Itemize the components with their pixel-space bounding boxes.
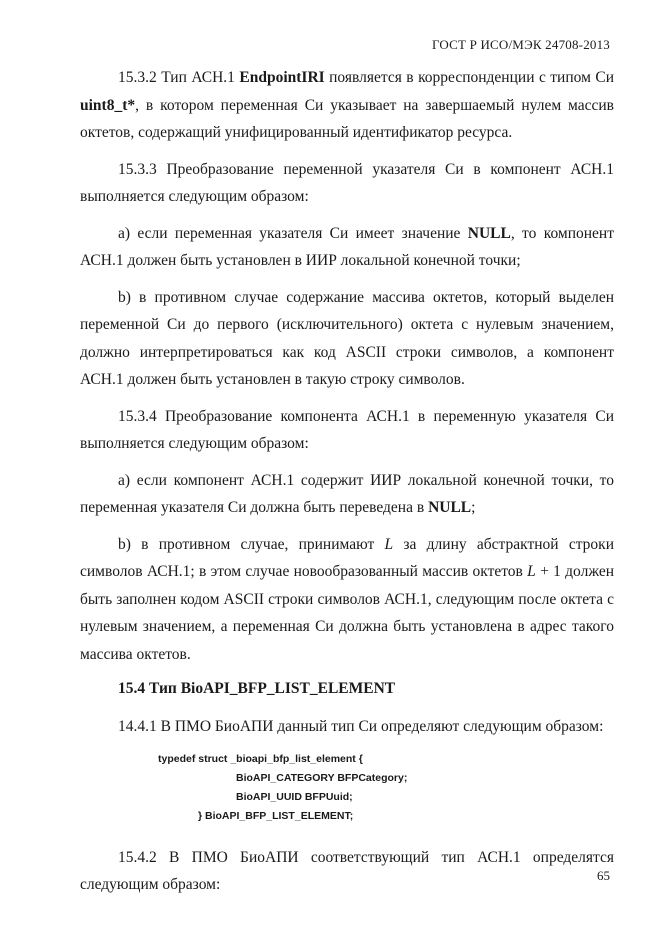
- bold-term: EndpointIRI: [239, 69, 325, 86]
- paragraph-15-3-4: 15.3.4 Преобразование компонента АСН.1 в переменную указателя Си выполняется следующим образом:: [80, 407, 614, 452]
- page-body: [80, 64, 614, 908]
- section-heading-15-4: 15.4 Тип BioAPI_BFP_LIST_ELEMENT: [118, 680, 396, 697]
- text-run: a) если компонент АСН.1 содержит ИИР локальной конечной точки, то переменная указателя Си должна быть переведена в: [80, 471, 614, 516]
- text-run: 15.3.2 Тип АСН.1: [118, 69, 240, 86]
- paragraph-15-4-2: 15.4.2 В ПМО БиоАПИ соответствующий тип АСН.1 определятся следующим образом:: [80, 848, 614, 893]
- paragraph-15-3-4-b: [80, 531, 614, 669]
- text-run: a) если переменная указателя Си имеет значение: [118, 224, 468, 242]
- paragraph-15-3-4-a: [80, 467, 614, 522]
- paragraph-15-3-2: [80, 64, 614, 147]
- code-line: BioAPI_CATEGORY BFPCategory;: [236, 771, 408, 784]
- code-line: } BioAPI_BFP_LIST_ELEMENT;: [198, 809, 354, 822]
- paragraph-15-3-3: 15.3.3 Преобразование переменной указателя Си в компонент АСН.1 выполняется следующим образом:: [80, 160, 614, 205]
- bold-term: NULL: [467, 224, 511, 242]
- text-run: , то компонент АСН.1 должен быть установлен в ИИР локальной конечной точки;: [80, 224, 614, 269]
- document-header: ГОСТ Р ИСО/МЭК 24708-2013: [431, 37, 610, 52]
- text-run: , в котором переменная Си указывает на завершаемый нулем массив октетов, содержащий унифицированный идентификатор ресурса.: [80, 96, 614, 141]
- text-run: за длину абстрактной строки символов АСН.1; в этом случае новообразованный массив октетов: [80, 535, 614, 580]
- paragraph-15-3-3-b: b) в противном случае содержание массива октетов, который выделен переменной Си до первого (исключительного) октета с нулевым значением, должно интерпретироваться как код ASCII строки символов, а компонент АСН.1 должен быть установлен в такую строку символов.: [80, 288, 614, 388]
- bold-term: NULL: [428, 499, 472, 516]
- paragraph-15-3-3-a: [80, 220, 614, 275]
- text-run: ;: [471, 499, 476, 516]
- text-run: + 1 должен быть заполнен кодом ASCII строки символов АСН.1, следующим после октета с нулевым значением, а переменная Си должна быть установлена в адрес такого массива октетов.: [80, 563, 614, 663]
- code-block: [80, 750, 614, 826]
- italic-variable: L: [527, 563, 536, 580]
- code-line: typedef struct _bioapi_bfp_list_element {: [158, 752, 363, 765]
- text-run: появляется в корреспонденции с типом Си: [324, 69, 614, 86]
- text-run: b) в противном случае, принимают: [118, 535, 385, 553]
- page-number: 65: [597, 868, 610, 883]
- italic-variable: L: [384, 535, 394, 553]
- code-line: BioAPI_UUID BFPUuid;: [236, 790, 353, 803]
- paragraph-14-4-1: 14.4.1 В ПМО БиоАПИ данный тип Си определяют следующим образом:: [118, 718, 604, 735]
- bold-term: uint8_t*: [80, 96, 136, 114]
